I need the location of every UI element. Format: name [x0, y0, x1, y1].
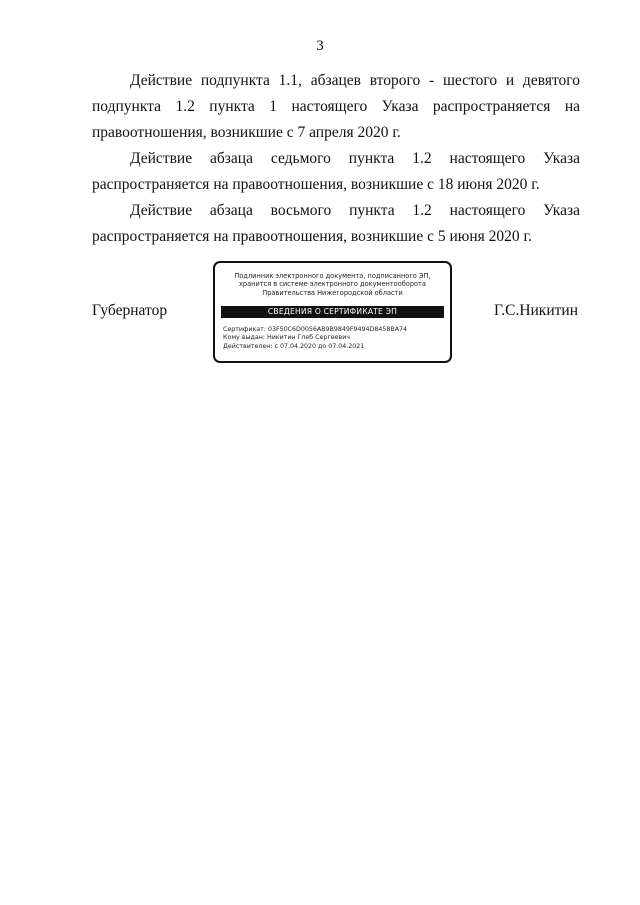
stamp-row-value: 03F50C6D0056AB9B9849F9494D8458BA74 [267, 326, 408, 334]
electronic-signature-stamp [213, 261, 452, 363]
stamp-header [215, 272, 450, 297]
stamp-row-value: Никитин Глеб Сергеевич [266, 334, 351, 342]
paragraph: Действие абзаца восьмого пункта 1.2 настоящего Указа распространяется на правоотношения, возникшие с 5 июня 2020 г. [92, 202, 580, 245]
stamp-row-label: Действителен: [223, 342, 273, 350]
stamp-header-line: Подлинник электронного документа, подписанного ЭП, [234, 272, 431, 280]
stamp-header-line: Правительства Нижегородской области [262, 288, 403, 297]
page-number: 3 [316, 38, 324, 54]
stamp-header-line: хранится в системе электронного документооборота [239, 280, 426, 289]
stamp-title-bar: СВЕДЕНИЯ О СЕРТИФИКАТЕ ЭП [221, 306, 444, 318]
stamp-row-value: с 07.04.2020 до 07.04.2021 [274, 342, 365, 350]
document-body [92, 68, 580, 250]
paragraph: Действие подпункта 1.1, абзацев второго - шестого и девятого подпункта 1.2 пункта 1 настоящего Указа распространяется на правоотношения, возникшие с 7 апреля 2020 г. [92, 72, 580, 141]
signatory-role: Губернатор [92, 302, 168, 319]
signatory-name: Г.С.Никитин [494, 302, 578, 319]
stamp-row-issued-to [223, 334, 450, 342]
stamp-row-validity [223, 343, 450, 351]
paragraph: Действие абзаца седьмого пункта 1.2 настоящего Указа распространяется на правоотношения, возникшие с 18 июня 2020 г. [92, 150, 580, 193]
stamp-row-label: Кому выдан: [223, 334, 265, 342]
stamp-details [223, 326, 450, 351]
stamp-row-label: Сертификат: [223, 326, 266, 334]
